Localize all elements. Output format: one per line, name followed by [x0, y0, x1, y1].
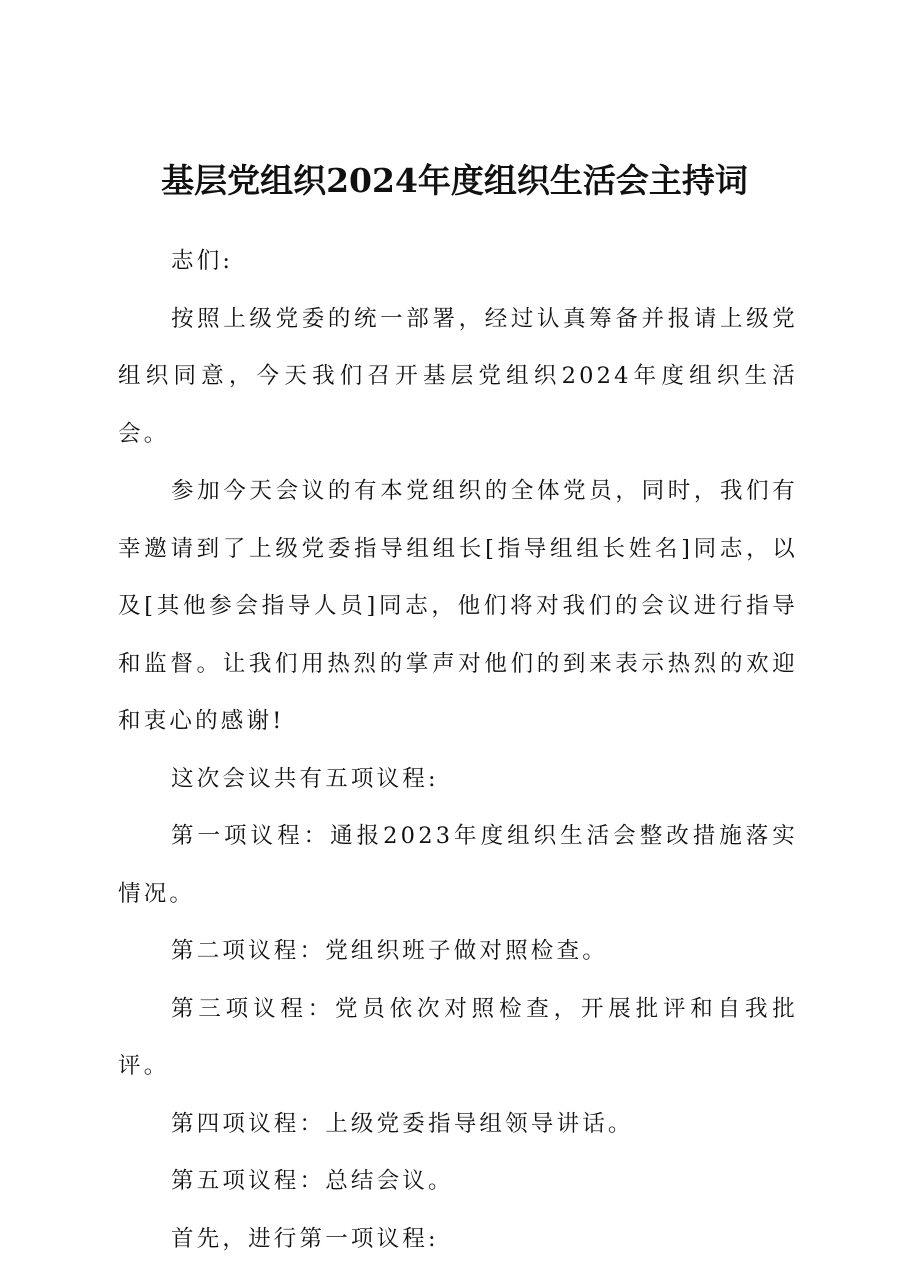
document-body: [118, 233, 798, 1268]
document-title: 基层党组织2024年度组织生活会主持词: [161, 161, 748, 200]
paragraph-opening: 按照上级党委的统一部署，经过认真筹备并报请上级党组织同意，今天我们召开基层党组织2024年度组织生活会。: [118, 305, 798, 447]
paragraph-first-item: 首先，进行第一项议程:: [171, 1225, 439, 1252]
agenda-item-4: 第四项议程：上级党委指导组领导讲话。: [171, 1110, 634, 1137]
paragraph-attendees: 参加今天会议的有本党组织的全体党员，同时，我们有幸邀请到了上级党委指导组组长[指导组组长姓名]同志，以及[其他参会指导人员]同志，他们将对我们的会议进行指导和监督。让我们用热烈的掌声对他们的到来表示热烈的欢迎和衷心的感谢!: [118, 478, 798, 734]
paragraph-agenda-intro: 这次会议共有五项议程:: [171, 765, 439, 792]
agenda-item-3: 第三项议程：党员依次对照检查，开展批评和自我批评。: [118, 995, 798, 1079]
agenda-item-2: 第二项议程：党组织班子做对照检查。: [171, 938, 608, 964]
paragraph-greeting: 志们:: [171, 248, 234, 274]
agenda-item-1: 第一项议程：通报2023年度组织生活会整改措施落实情况。: [118, 823, 798, 907]
agenda-item-5: 第五项议程：总结会议。: [171, 1168, 454, 1194]
